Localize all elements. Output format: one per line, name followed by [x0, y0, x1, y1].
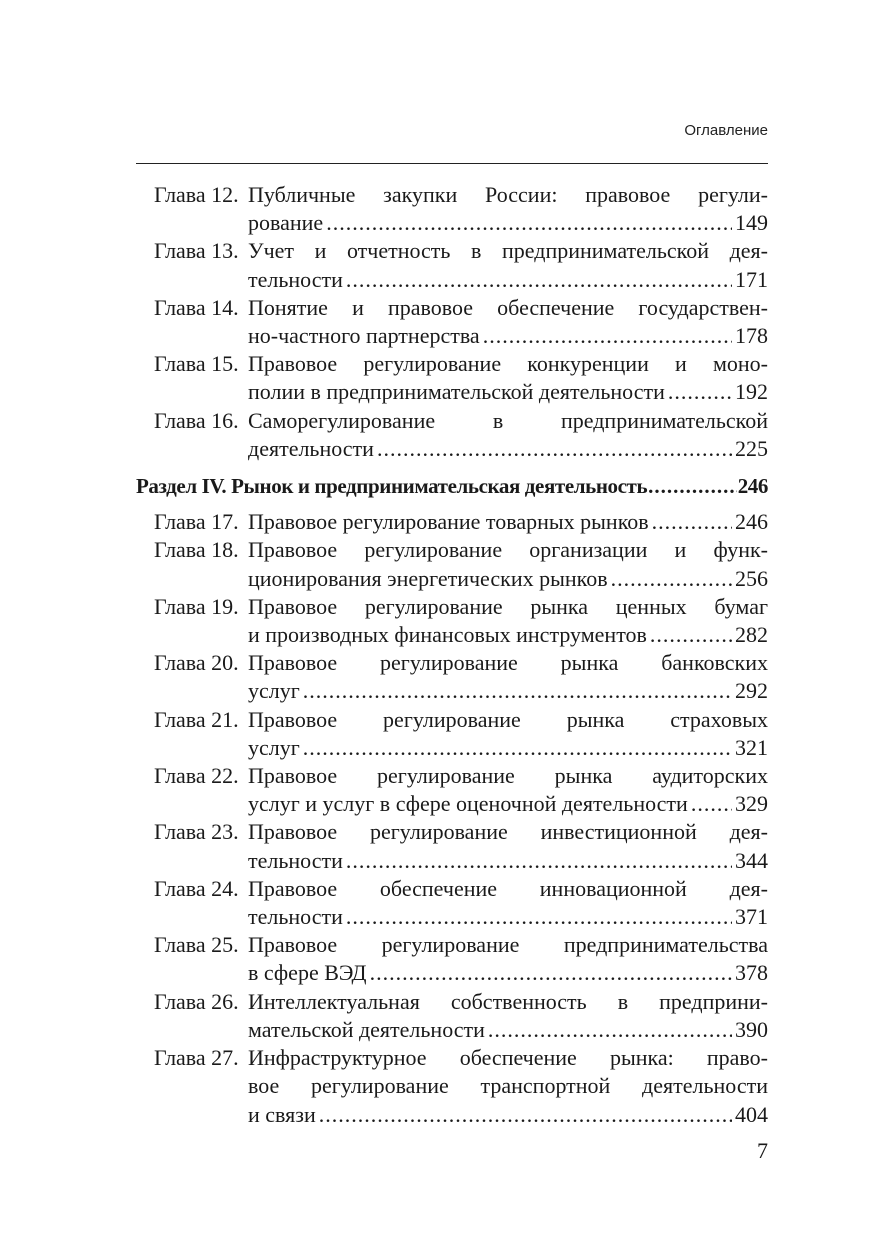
chapter-title [248, 649, 768, 705]
leader-dots [488, 1016, 732, 1044]
toc-entry[interactable] [136, 988, 768, 1044]
chapter-title-tail: и производных финансовых инструментов [248, 622, 647, 648]
chapter-page: 390 [735, 1016, 768, 1042]
chapter-title [248, 931, 768, 987]
toc-entry[interactable] [136, 536, 768, 592]
chapter-label: Глава 12. [154, 182, 239, 207]
chapter-title-last-line [248, 1016, 768, 1044]
header-rule [136, 163, 768, 164]
chapter-title-tail: тельности [248, 904, 343, 930]
chapter-title-last-line [248, 322, 768, 350]
toc-section-entry[interactable] [136, 472, 768, 500]
table-of-contents [136, 181, 768, 1129]
chapter-page: 246 [735, 509, 768, 535]
chapter-title-line: Правовое регулирование предпринимательства [248, 932, 768, 958]
leader-dots [377, 435, 732, 463]
leader-dots [648, 472, 737, 500]
leader-dots [668, 378, 732, 406]
toc-entry[interactable] [136, 818, 768, 874]
toc-entry[interactable] [136, 508, 768, 536]
chapter-title [248, 1044, 768, 1129]
chapter-page: 329 [735, 791, 768, 817]
chapter-label: Глава 22. [154, 763, 239, 789]
chapter-page: 321 [735, 734, 768, 760]
chapter-title-last-line [248, 959, 768, 987]
chapter-label: Глава 25. [154, 932, 239, 958]
chapter-title-tail: услуг и услуг в сфере оценочной деятельности [248, 791, 688, 817]
chapter-title-line: Саморегулирование в предпринимательской [248, 407, 768, 433]
chapter-title-last-line [248, 565, 768, 593]
chapter-title-last-line [248, 508, 768, 536]
toc-entry[interactable] [136, 237, 768, 293]
chapter-title-tail: в сфере ВЭД [248, 960, 367, 986]
chapter-title-tail: но-частного партнерства [248, 323, 480, 349]
chapter-title-line: Правовое регулирование организации и функ- [248, 537, 768, 563]
chapter-label: Глава 14. [154, 294, 239, 320]
leader-dots [691, 790, 732, 818]
chapter-title-last-line [248, 621, 768, 649]
chapter-title-line: вое регулирование транспортной деятельности [248, 1073, 768, 1099]
toc-entry[interactable] [136, 350, 768, 406]
chapter-label: Глава 23. [154, 819, 239, 845]
leader-dots [303, 677, 732, 705]
leader-dots [483, 322, 732, 350]
chapter-title-tail: рование [248, 210, 324, 236]
chapter-page: 149 [735, 210, 768, 236]
chapter-page: 404 [735, 1101, 768, 1127]
chapter-title [248, 762, 768, 818]
chapter-title-line: Правовое регулирование рынка аудиторских [248, 763, 768, 789]
section-title: Раздел IV. Рынок и предпринимательская деятельность [136, 474, 648, 499]
chapter-title [248, 536, 768, 592]
chapter-title-line: Интеллектуальная собственность в предприни- [248, 988, 768, 1014]
chapter-title-line: Инфраструктурное обеспечение рынка: право- [248, 1045, 768, 1071]
chapter-page: 225 [735, 435, 768, 461]
chapter-page: 256 [735, 565, 768, 591]
toc-entry[interactable] [136, 762, 768, 818]
chapter-label: Глава 21. [154, 706, 239, 732]
leader-dots [652, 508, 732, 536]
chapter-title [248, 350, 768, 406]
chapter-title-last-line [248, 790, 768, 818]
chapter-label: Глава 16. [154, 407, 239, 433]
chapter-title-line: Учет и отчетность в предпринимательской дея- [248, 238, 768, 264]
chapter-label: Глава 26. [154, 988, 239, 1014]
chapter-title [248, 875, 768, 931]
chapter-page: 178 [735, 323, 768, 349]
chapter-label: Глава 15. [154, 351, 239, 377]
chapter-title-line: Правовое регулирование конкуренции и моно- [248, 351, 768, 377]
chapter-title-last-line [248, 435, 768, 463]
toc-entry[interactable] [136, 1044, 768, 1129]
chapter-title-line: Правовое регулирование инвестиционной дея- [248, 819, 768, 845]
chapter-label: Глава 20. [154, 650, 239, 676]
chapter-title-tail: услуг [248, 678, 300, 704]
chapter-label: Глава 27. [154, 1045, 239, 1071]
leader-dots [346, 903, 732, 931]
chapter-title-tail: и связи [248, 1101, 316, 1127]
leader-dots [346, 266, 732, 294]
toc-entry[interactable] [136, 875, 768, 931]
toc-entry[interactable] [136, 706, 768, 762]
toc-entry[interactable] [136, 931, 768, 987]
toc-group-2 [136, 508, 768, 1128]
chapter-title-last-line [248, 734, 768, 762]
chapter-title-line: Правовое регулирование рынка банковских [248, 650, 768, 676]
chapter-title-last-line [248, 1101, 768, 1129]
chapter-title [248, 593, 768, 649]
leader-dots [346, 847, 732, 875]
chapter-title [248, 181, 768, 237]
chapter-label: Глава 19. [154, 593, 239, 619]
chapter-title-last-line [248, 209, 768, 237]
chapter-title [248, 508, 768, 536]
chapter-page: 378 [735, 960, 768, 986]
toc-entry[interactable] [136, 181, 768, 237]
chapter-title-last-line [248, 378, 768, 406]
chapter-title-last-line [248, 903, 768, 931]
chapter-title-tail: мательской деятельности [248, 1016, 485, 1042]
chapter-title-tail: тельности [248, 847, 343, 873]
leader-dots [370, 959, 732, 987]
chapter-label: Глава 24. [154, 875, 239, 901]
leader-dots [611, 565, 732, 593]
page-number: 7 [757, 1138, 768, 1163]
chapter-title [248, 988, 768, 1044]
chapter-page: 192 [735, 379, 768, 405]
toc-entry[interactable] [136, 649, 768, 705]
chapter-page: 171 [735, 266, 768, 292]
section-page: 246 [737, 474, 768, 499]
chapter-title-line: Правовое регулирование рынка ценных бумаг [248, 593, 768, 619]
toc-entry[interactable] [136, 294, 768, 350]
chapter-page: 292 [735, 678, 768, 704]
chapter-label: Глава 13. [154, 238, 239, 264]
chapter-title [248, 407, 768, 463]
chapter-title-tail: тельности [248, 266, 343, 292]
leader-dots [326, 209, 732, 237]
chapter-page: 282 [735, 622, 768, 648]
chapter-title-tail: Правовое регулирование товарных рынков [248, 509, 649, 535]
chapter-title-last-line [248, 266, 768, 294]
leader-dots [650, 621, 732, 649]
chapter-title [248, 818, 768, 874]
chapter-title [248, 706, 768, 762]
running-head: Оглавление [684, 122, 768, 139]
toc-group-1 [136, 181, 768, 463]
chapter-page: 371 [735, 904, 768, 930]
chapter-title-last-line [248, 677, 768, 705]
chapter-title-tail: деятельности [248, 435, 374, 461]
chapter-title-tail: полии в предпринимательской деятельности [248, 379, 665, 405]
chapter-title-last-line [248, 847, 768, 875]
chapter-page: 344 [735, 847, 768, 873]
chapter-title [248, 237, 768, 293]
chapter-title-line: Правовое обеспечение инновационной дея- [248, 875, 768, 901]
chapter-title-tail: ционирования энергетических рынков [248, 565, 608, 591]
chapter-label: Глава 17. [154, 509, 239, 535]
chapter-label: Глава 18. [154, 537, 239, 563]
toc-entry[interactable] [136, 593, 768, 649]
chapter-title-line: Правовое регулирование рынка страховых [248, 706, 768, 732]
leader-dots [303, 734, 732, 762]
leader-dots [319, 1101, 732, 1129]
toc-entry[interactable] [136, 407, 768, 463]
chapter-title-line: Публичные закупки России: правовое регули- [248, 182, 768, 207]
chapter-title-line: Понятие и правовое обеспечение государствен- [248, 294, 768, 320]
chapter-title [248, 294, 768, 350]
chapter-title-tail: услуг [248, 734, 300, 760]
